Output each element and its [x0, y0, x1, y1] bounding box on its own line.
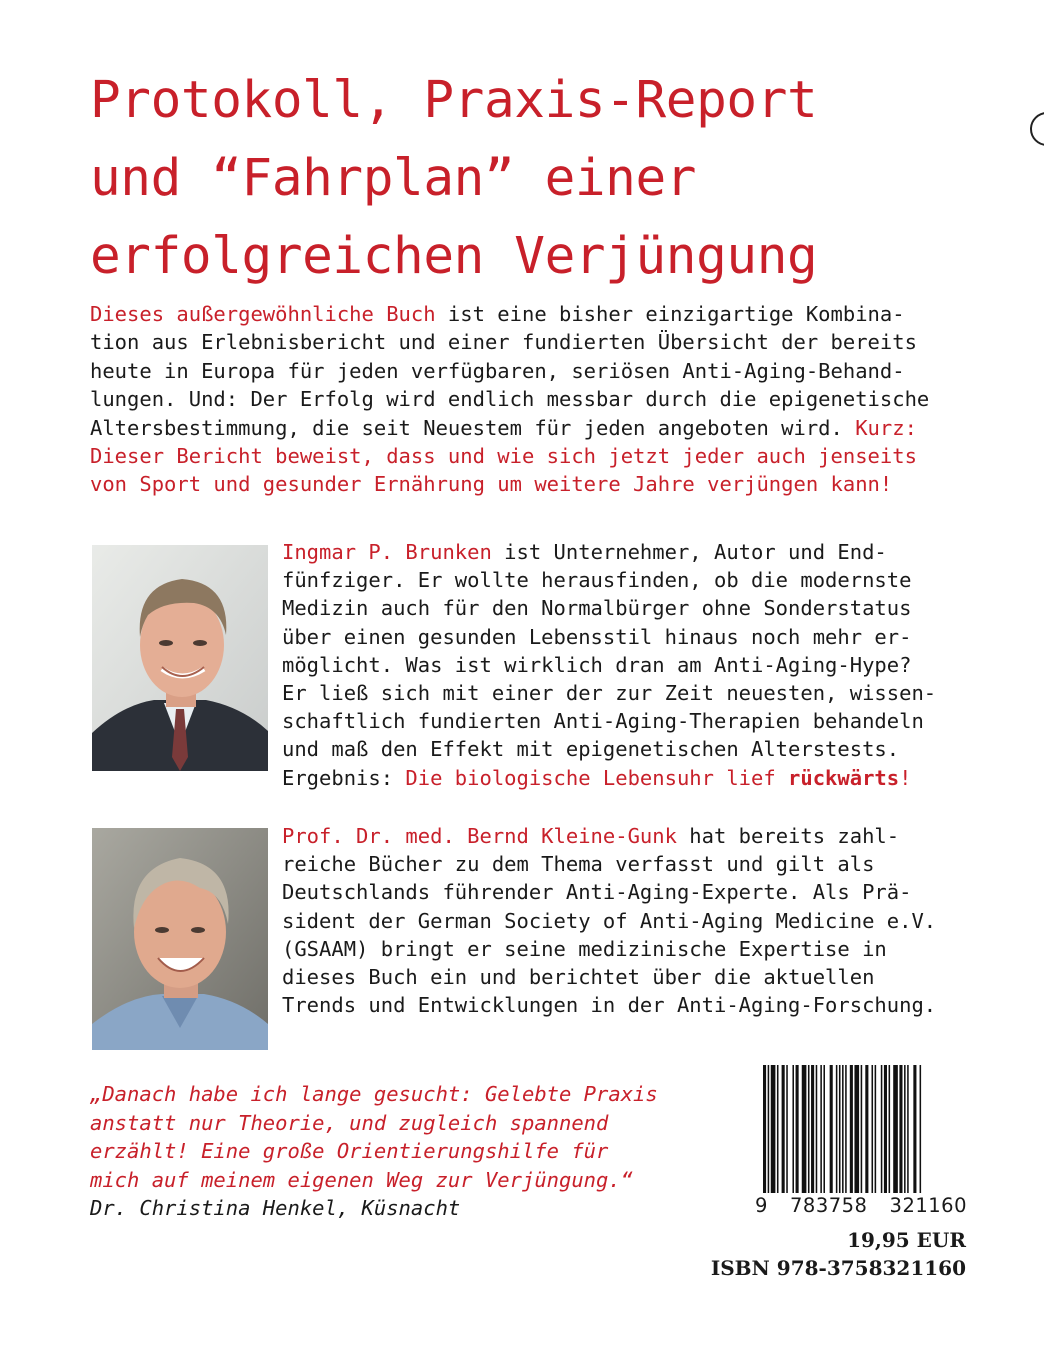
barcode-bar — [811, 1065, 814, 1193]
author1-bio-text: Medizin auch für den Normalbürger ohne Sonderstatus — [282, 596, 912, 621]
author1-bio-text: fünfziger. Er wollte herausfinden, ob die modernste — [282, 568, 912, 593]
intro-text: ist eine bisher einzigartige Kombina- — [435, 302, 905, 326]
back-cover-title — [90, 62, 990, 296]
result-emphasis: rückwärts — [788, 765, 900, 790]
barcode — [755, 1065, 967, 1217]
barcode-bar — [913, 1065, 916, 1193]
quote-line: mich auf meinem eigenen Weg zur Verjüngung.“ — [90, 1167, 634, 1192]
intro-paragraph — [90, 300, 980, 499]
edge-circle-mark — [1030, 112, 1044, 146]
isbn-label: ISBN 978-3758321160 — [710, 1256, 966, 1280]
intro-highlight: Kurz: — [855, 415, 917, 440]
author1-bio — [282, 538, 982, 792]
barcode-group-2: 321160 — [889, 1194, 967, 1217]
barcode-bar — [881, 1065, 883, 1193]
barcode-bar — [889, 1065, 891, 1193]
barcode-bar — [830, 1065, 833, 1193]
author2-bio-text: dieses Buch ein und berichtet über die aktuellen — [282, 964, 875, 989]
barcode-bar — [796, 1065, 799, 1193]
result-punct: ! — [899, 765, 912, 790]
intro-text: heute in Europa für jeden verfügbaren, seriösen Anti-Aging-Behand- — [90, 358, 905, 383]
result-text: Die biologische Lebensuhr lief — [405, 765, 789, 790]
author2-name: Prof. Dr. med. Bernd Kleine-Gunk — [282, 824, 677, 848]
intro-highlight: Dieser Bericht beweist, dass und wie sich jetzt jeder auch jenseits — [90, 443, 917, 468]
barcode-bar — [893, 1065, 898, 1193]
barcode-bar — [842, 1065, 844, 1193]
barcode-bar — [861, 1065, 863, 1193]
barcode-bar — [920, 1065, 922, 1193]
barcode-bar — [850, 1065, 853, 1193]
author1-bio-text: möglicht. Was ist wirklich dran am Anti-Aging-Hype? — [282, 652, 912, 677]
intro-highlight: von Sport und gesunder Ernährung um weitere Jahre verjüngen kann! — [90, 472, 893, 497]
barcode-lead-digit: 9 — [755, 1194, 768, 1217]
barcode-bar — [875, 1065, 877, 1193]
title-line: Protokoll, Praxis-Report — [90, 71, 818, 130]
barcode-bar — [786, 1065, 788, 1193]
barcode-bar — [823, 1065, 825, 1193]
barcode-bar — [792, 1065, 794, 1193]
barcode-bar — [854, 1065, 859, 1193]
author1-name: Ingmar P. Brunken — [282, 540, 492, 564]
author1-bio-text: Er ließ sich mit einer der zur Zeit neuesten, wissen- — [282, 680, 937, 705]
barcode-group-1: 783758 — [790, 1194, 868, 1217]
barcode-bar — [845, 1065, 847, 1193]
barcode-bar — [904, 1065, 906, 1193]
barcode-bar — [763, 1065, 766, 1193]
result-label: Ergebnis: — [282, 765, 406, 790]
author2-bio-text: hat bereits zahl- — [676, 824, 900, 848]
author1-bio-text: schaftlich fundierten Anti-Aging-Therapien behandeln — [282, 709, 924, 734]
quote-author: Dr. Christina Henkel, Küsnacht — [90, 1196, 461, 1220]
barcode-bar — [872, 1065, 874, 1193]
intro-text: lungen. Und: Der Erfolg wird endlich messbar durch die epigenetische — [90, 387, 930, 412]
intro-text: Altersbestimmung, die seit Neuestem für jeden angeboten wird. — [90, 415, 856, 440]
barcode-bar — [907, 1065, 909, 1193]
barcode-bar — [865, 1065, 868, 1193]
testimonial-quote — [90, 1080, 730, 1223]
barcode-bar — [777, 1065, 779, 1193]
author2-bio-text: sident der German Society of Anti-Aging Medicine e.V. — [282, 908, 937, 933]
barcode-bar — [899, 1065, 902, 1193]
barcode-bar — [802, 1065, 807, 1193]
author1-portrait — [92, 545, 268, 771]
barcode-digits — [755, 1194, 967, 1217]
author2-bio-text: Deutschlands führender Anti-Aging-Experte. Als Prä- — [282, 880, 912, 905]
barcode-bar — [808, 1065, 810, 1193]
price-label: 19,95 EUR — [847, 1228, 966, 1252]
barcode-bar — [768, 1065, 770, 1193]
author2-bio-text: Trends und Entwicklungen in der Anti-Aging-Forschung. — [282, 993, 937, 1018]
author1-bio-text: und maß den Effekt mit epigenetischen Alterstests. — [282, 737, 900, 762]
author2-bio-text: (GSAAM) bringt er seine medizinische Expertise in — [282, 936, 887, 961]
barcode-bar — [820, 1065, 822, 1193]
barcode-bar — [839, 1065, 841, 1193]
author2-portrait — [92, 828, 268, 1050]
author1-bio-text: ist Unternehmer, Autor und End- — [491, 540, 887, 564]
barcode-bar — [782, 1065, 785, 1193]
quote-line: „Danach habe ich lange gesucht: Gelebte Praxis — [90, 1082, 658, 1106]
barcode-bar — [884, 1065, 887, 1193]
intro-text: tion aus Erlebnisbericht und einer fundierten Übersicht der bereits — [90, 330, 917, 355]
intro-highlight: Dieses außergewöhnliche Buch — [90, 302, 436, 326]
title-line: erfolgreichen Verjüngung — [90, 227, 818, 286]
title-line: und “Fahrplan” einer — [90, 149, 697, 208]
quote-line: anstatt nur Theorie, und zugleich spannend — [90, 1110, 609, 1135]
barcode-bar — [836, 1065, 838, 1193]
barcode-bar — [816, 1065, 818, 1193]
barcode-bar — [771, 1065, 776, 1193]
author2-bio — [282, 822, 982, 1019]
quote-line: erzählt! Eine große Orientierungshilfe für — [90, 1139, 609, 1163]
author1-bio-text: über einen gesunden Lebensstil hinaus noch mehr er- — [282, 624, 912, 649]
barcode-bars — [755, 1065, 967, 1193]
author2-bio-text: reiche Bücher zu dem Thema verfasst und gilt als — [282, 852, 875, 877]
